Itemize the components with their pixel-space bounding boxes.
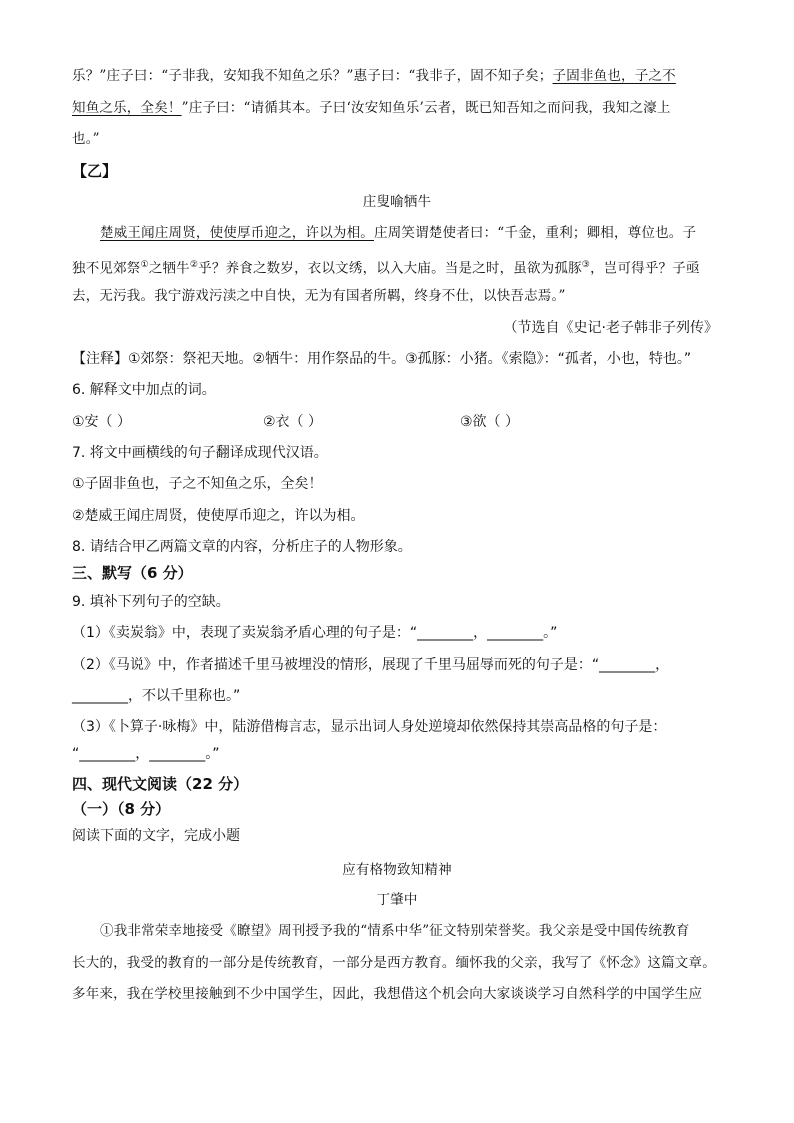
yi-line-2-text-c: 乎？养食之数岁，衣以文绣，以入大庙。当是之时，虽欲为孤豚	[198, 260, 582, 277]
q8-prompt: 8. 请结合甲乙两篇文章的内容，分析庄子的人物形象。	[72, 539, 412, 555]
q6-blank-b[interactable]: ②衣（ ）	[263, 414, 323, 430]
yi-line-1	[100, 223, 696, 243]
jia-line-3: 也。”	[72, 131, 100, 147]
yi-line-3: 去，无污我。我宁游戏污渎之中自快，无为有国者所羁，终身不仕，以快吾志焉。”	[72, 288, 566, 304]
yi-line-2	[72, 255, 700, 279]
yi-source: （节选自《史记·老子韩非子列传》	[503, 320, 718, 336]
q9-item-2-line-1[interactable]: （2）《马说》中，作者描述千里马被埋没的情形，展现了千里马屈辱而死的句子是：“________，	[72, 657, 670, 673]
article-title: 应有格物致知精神	[342, 862, 452, 878]
footnote-marker-3: ③	[581, 260, 591, 270]
section4-heading: 四、现代文阅读（22 分）	[72, 775, 249, 793]
jia-underlined-sentence-part1: 子固非鱼也，子之不	[552, 68, 676, 84]
jia-line-2-text: ”庄子曰：“请循其本。子曰‘汝安知鱼乐’云者，既已知吾知之而问我，我知之濠上	[181, 100, 671, 116]
yi-label: 【乙】	[72, 162, 118, 180]
article-paragraph-1-line-2: 长大的，我受的教育的一部分是传统教育，一部分是西方教育。缅怀我的父亲，我写了《怀念》这篇文章。	[72, 955, 716, 971]
q7-sentence-1: ①子固非鱼也，子之不知鱼之乐，全矣！	[72, 476, 323, 492]
jia-line-1-text: 乐？”庄子曰：“子非我，安知我不知鱼之乐？”惠子曰：“我非子，固不知子矣；	[72, 68, 553, 84]
q9-item-3-line-1: （3）《卜算子·咏梅》中，陆游借梅言志，显示出词人身处逆境却依然保持其崇高品格的句子是：	[72, 719, 667, 735]
q9-prompt: 9. 填补下列句子的空缺。	[72, 594, 230, 610]
jia-line-1	[72, 66, 676, 86]
section3-heading: 三、默写（6 分）	[72, 564, 193, 582]
q9-item-2-line-2[interactable]: ________，不以千里称也。”	[72, 688, 241, 704]
article-paragraph-1-line-3: 多年来，我在学校里接触到不少中国学生，因此，我想借这个机会向大家谈谈学习自然科学的中国学生应	[72, 986, 703, 1002]
notes: 【注释】①郊祭：祭祀天地。②牺牛：用作祭品的牛。③孤豚：小猪。《索隐》：“孤者，小也，特也。”	[72, 351, 692, 367]
footnote-marker-2: ②	[189, 260, 199, 270]
jia-underlined-sentence-part2: 知鱼之乐，全矣！	[72, 100, 182, 116]
article-author: 丁肇中	[376, 892, 418, 908]
q6-blank-a[interactable]: ①安（ ）	[72, 414, 132, 430]
section4-subheading: （一）（8 分）	[72, 800, 171, 818]
q6-prompt: 6. 解释文中加点的词。	[72, 382, 216, 398]
yi-title: 庄叟喻牺牛	[362, 194, 432, 210]
jia-line-2	[72, 98, 671, 118]
yi-line-2-text-b: 之牺牛	[148, 260, 190, 277]
yi-line-2-text-d: ，岂可得乎？子亟	[590, 260, 700, 277]
yi-underlined-sentence: 楚威王闻庄周贤，使使厚币迎之，许以为相。	[100, 225, 374, 241]
q7-sentence-2: ②楚威王闻庄周贤，使使厚币迎之，许以为相。	[72, 508, 365, 524]
q9-item-3-line-2[interactable]: “________，________。”	[72, 746, 220, 762]
yi-line-2-text-a: 独不见郊祭	[72, 260, 141, 277]
article-paragraph-1-line-1: ①我非常荣幸地接受《瞭望》周刊授予我的“情系中华”征文特别荣誉奖。我父亲是受中国传统教育	[100, 923, 690, 939]
footnote-marker-1: ①	[140, 260, 149, 270]
yi-line-1-text: 庄周笑谓楚使者曰：“千金，重利；卿相，尊位也。子	[374, 225, 697, 241]
q9-item-1[interactable]: （1）《卖炭翁》中，表现了卖炭翁矛盾心理的句子是：“________，________。”	[72, 625, 558, 641]
q6-blank-c[interactable]: ③欲（ ）	[460, 414, 520, 430]
q7-prompt: 7. 将文中画横线的句子翻译成现代汉语。	[72, 445, 328, 461]
section4-instruction: 阅读下面的文字，完成小题	[72, 828, 240, 844]
